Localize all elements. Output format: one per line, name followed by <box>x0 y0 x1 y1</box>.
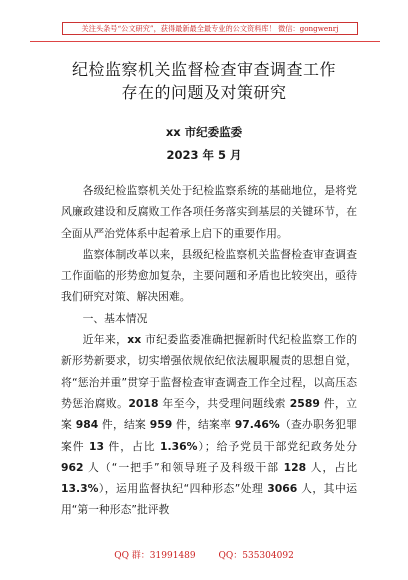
paragraph-3-city: xx <box>127 333 142 347</box>
author-organization: xx 市纪委监委 <box>165 125 243 139</box>
paragraph-3-leader-ratio: 13.3% <box>61 482 99 496</box>
document-title-line1: 纪检监察机关监督检查审查调查工作 <box>71 60 336 79</box>
paragraph-3-text-m: （查办职务犯罪案件 <box>61 418 357 453</box>
page-footer <box>0 548 408 561</box>
paragraph-3-text-g: 件，立案 <box>61 396 357 432</box>
paragraph-3 <box>61 329 357 521</box>
paragraph-3-text-a: 近年来， <box>82 333 128 347</box>
paragraph-3-text-y: 人，其中运用“第一种形态”批评教 <box>61 482 358 517</box>
footer-qq: QQ：535304092 <box>218 551 294 561</box>
paragraph-3-punished: 962 <box>61 460 84 474</box>
footer-qq-group: QQ 群：31991489 <box>114 551 196 561</box>
top-banner <box>0 0 408 42</box>
paragraph-3-leaders: 128 <box>283 460 307 474</box>
paragraph-1: 各级纪检监察机关处于纪检监察系统的基础地位，是将党风廉政建设和反腐败工作各项任务落实到基层的关键环节，在全面从严治党体系中起着承上启下的重要作用。 <box>61 184 357 240</box>
paragraph-3-filed: 984 <box>75 418 99 432</box>
paragraph-3-text-k: 件，结案率 <box>172 418 235 432</box>
promo-banner: 关注头条号“公文研究”，获得最新最全最专业的公文资料库！ 微信：gongwenrj <box>62 22 358 35</box>
document-body <box>61 180 357 521</box>
banner-divider <box>30 41 380 42</box>
paragraph-3-text-s: 人（“一把手”和领导班子及科级干部 <box>83 460 284 474</box>
paragraph-3-year: 2018 <box>128 396 159 410</box>
paragraph-3-text-u: 人，占比 <box>306 460 357 474</box>
paragraph-3-closed: 959 <box>149 418 173 432</box>
section-heading-1: 一、基本情况 <box>82 311 148 325</box>
paragraph-3-four-forms: 3066 <box>267 482 298 496</box>
paragraph-3-crime-ratio: 1.36% <box>159 439 198 453</box>
paragraph-3-close-rate: 97.46% <box>234 418 280 432</box>
paragraph-3-clues: 2589 <box>289 396 320 410</box>
paragraph-3-text-w: ），运用监督执纪“四种形态”处理 <box>98 482 268 496</box>
paragraph-3-text-e: 年至今，共受理问题线索 <box>158 396 290 410</box>
paragraph-3-text-i: 件，结案 <box>98 418 150 432</box>
paragraph-3-text-q: ）；给予党员干部党纪政务处分 <box>197 439 357 453</box>
paragraph-3-crime-cases: 13 <box>88 439 105 453</box>
paragraph-3-text-o: 件，占比 <box>104 439 160 453</box>
document-date: 2023 年 5 月 <box>166 148 242 162</box>
paragraph-2: 监察体制改革以来，县级纪检监察机关监督检查审查调查工作面临的形势愈加复杂，主要问题和矛盾也比较突出，亟待我们研究对策、解决困难。 <box>61 247 357 304</box>
paragraph-3-text-c: 市纪委监委准确把握新时代纪检监察工作的新形势新要求，切实增强依规依纪依法履职履责的思想自觉，将“惩治并重”贯穿于监督检查审查调查工作全过程，以高压态势惩治腐败。 <box>61 333 357 410</box>
document-title-line2: 存在的问题及对策研究 <box>121 83 287 102</box>
